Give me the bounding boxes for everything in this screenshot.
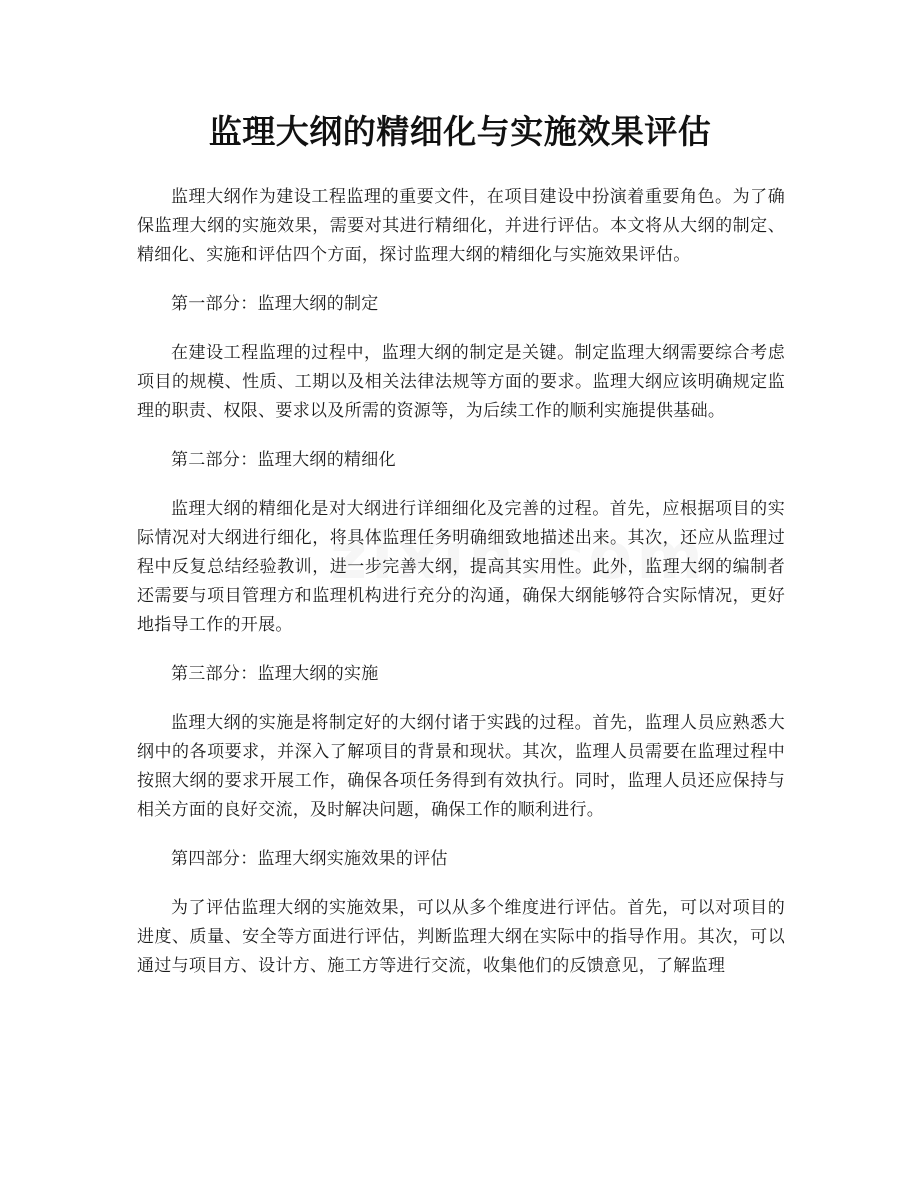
- section-heading-4: 第四部分：监理大纲实施效果的评估: [171, 849, 448, 869]
- section-paragraph-3: 监理大纲的实施是将制定好的大纲付诸于实践的过程。首先，监理人员应熟悉大纲中的各项要求，并深入了解项目的背景和现状。其次，监理人员需要在监理过程中按照大纲的要求开展工作，确保各项任务得到有效执行。同时，监理人员还应保持与相关方面的良好交流，及时解决问题，确保工作的顺利进行。: [137, 713, 785, 820]
- section-paragraph-4: 为了评估监理大纲的实施效果，可以从多个维度进行评估。首先，可以对项目的进度、质量、安全等方面进行评估，判断监理大纲在实际中的指导作用。其次，可以通过与项目方、设计方、施工方等进行交流，收集他们的反馈意见，了解监理: [137, 898, 785, 976]
- intro-paragraph: 监理大纲作为建设工程监理的重要文件，在项目建设中扮演着重要角色。为了确保监理大纲的实施效果，需要对其进行精细化，并进行评估。本文将从大纲的制定、精细化、实施和评估四个方面，探讨监理大纲的精细化与实施效果评估。: [137, 187, 785, 265]
- section-heading-2: 第二部分：监理大纲的精细化: [171, 450, 396, 470]
- section-paragraph-2: 监理大纲的精细化是对大纲进行详细细化及完善的过程。首先，应根据项目的实际情况对大纲进行细化，将具体监理任务明确细致地描述出来。其次，还应从监理过程中反复总结经验教训，进一步完善大纲，提高其实用性。此外，监理大纲的编制者还需要与项目管理方和监理机构进行充分的沟通，确保大纲能够符合实际情况，更好地指导工作的开展。: [137, 499, 785, 635]
- section-paragraph-1: 在建设工程监理的过程中，监理大纲的制定是关键。制定监理大纲需要综合考虑项目的规模、性质、工期以及相关法律法规等方面的要求。监理大纲应该明确规定监理的职责、权限、要求以及所需的资源等，为后续工作的顺利实施提供基础。: [137, 343, 785, 421]
- document-body: [137, 183, 785, 1001]
- section-heading-3: 第三部分：监理大纲的实施: [171, 664, 379, 684]
- section-heading-1: 第一部分：监理大纲的制定: [171, 294, 379, 314]
- document-title: 监理大纲的精细化与实施效果评估: [208, 112, 712, 151]
